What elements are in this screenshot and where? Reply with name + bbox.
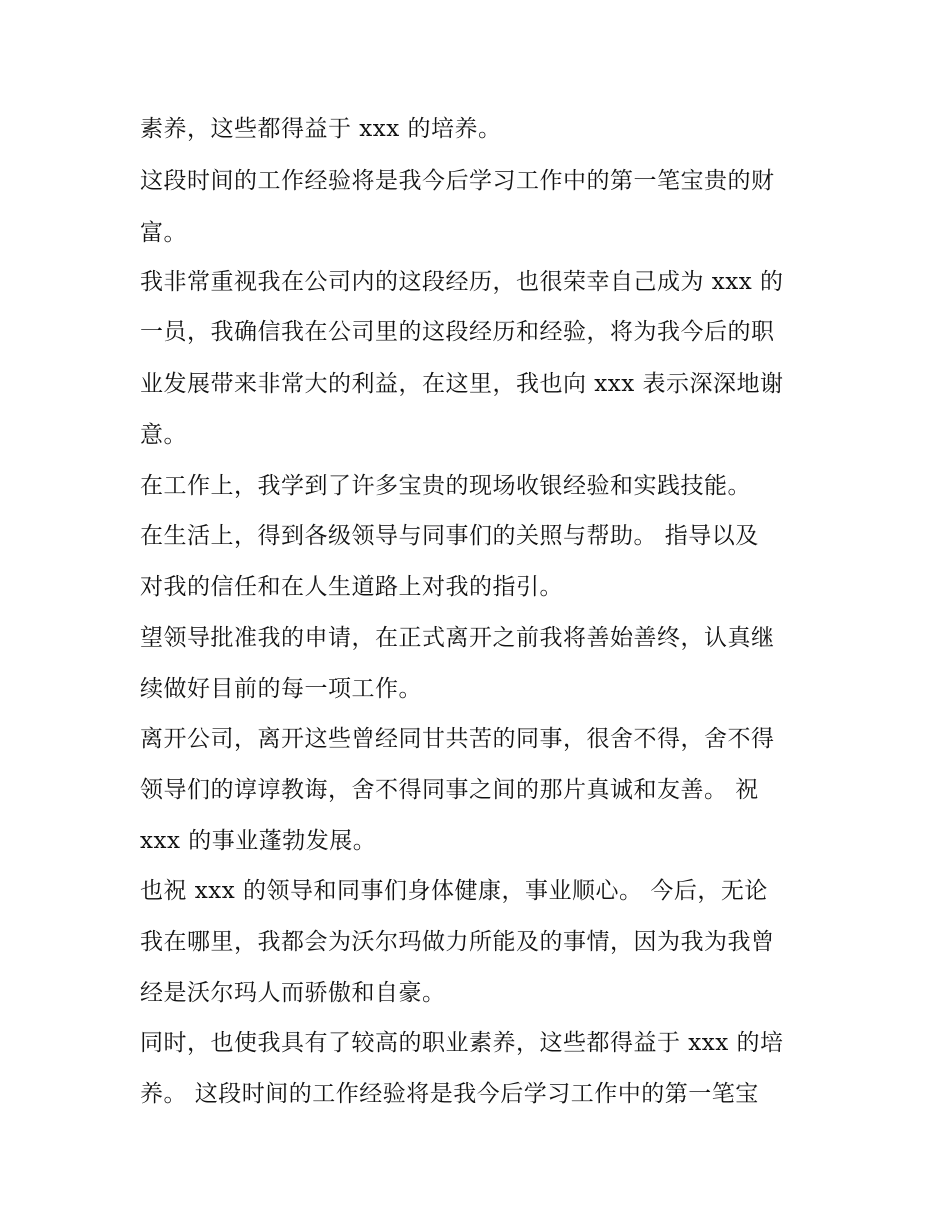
text-line-3: 富。 xyxy=(140,220,187,246)
text-line-16: 也祝 xxx 的领导和同事们身体健康，事业顺心。 今后，无论 xyxy=(140,878,768,904)
text-line-9: 在生活上，得到各级领导与同事们的关照与帮助。 指导以及 xyxy=(140,523,759,549)
text-line-5: 一员，我确信我在公司里的这段经历和经验，将为我今后的职 xyxy=(140,319,775,345)
text-line-13: 离开公司，离开这些曾经同甘共苦的同事，很舍不得，舍不得 xyxy=(140,726,775,752)
text-line-12: 续做好目前的每一项工作。 xyxy=(140,676,422,702)
text-line-7: 意。 xyxy=(140,422,187,448)
text-line-17: 我在哪里，我都会为沃尔玛做力所能及的事情，因为我为我曾 xyxy=(140,929,775,955)
text-line-4: 我非常重视我在公司内的这段经历，也很荣幸自己成为 xxx 的 xyxy=(140,269,784,295)
text-line-20: 养。 这段时间的工作经验将是我今后学习工作中的第一笔宝 xyxy=(140,1081,759,1107)
text-line-18: 经是沃尔玛人而骄傲和自豪。 xyxy=(140,980,446,1006)
text-line-8: 在工作上，我学到了许多宝贵的现场收银经验和实践技能。 xyxy=(140,473,751,499)
text-line-1: 素养，这些都得益于 xxx 的培养。 xyxy=(140,116,502,142)
text-line-6: 业发展带来非常大的利益，在这里，我也向 xxx 表示深深地谢 xyxy=(140,371,784,397)
text-line-15: xxx 的事业蓬勃发展。 xyxy=(140,828,377,854)
text-line-11: 望领导批准我的申请，在正式离开之前我将善始善终，认真继 xyxy=(140,625,775,651)
text-line-19: 同时，也使我具有了较高的职业素养，这些都得益于 xxx 的培 xyxy=(140,1030,784,1056)
text-line-14: 领导们的谆谆教诲，舍不得同事之间的那片真诚和友善。 祝 xyxy=(140,777,759,803)
text-line-2: 这段时间的工作经验将是我今后学习工作中的第一笔宝贵的财 xyxy=(140,168,775,194)
text-line-10: 对我的信任和在人生道路上对我的指引。 xyxy=(140,574,563,600)
